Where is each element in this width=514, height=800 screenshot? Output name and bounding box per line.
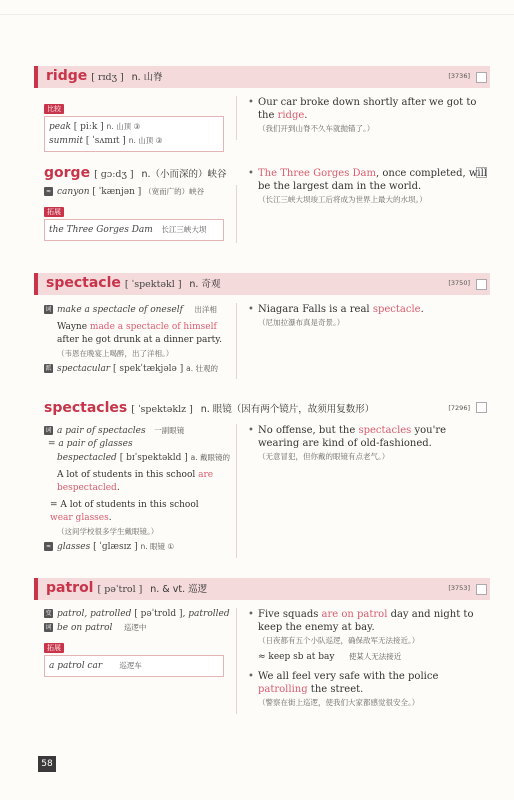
phrase-icon: 词 [45,624,52,631]
pronunciation: [ pəˈtrol ] [97,584,143,595]
entry-number: [3753] [448,584,470,592]
divider [236,608,237,714]
translation: （日夜都有五个小队巡逻，确保敌军无法接近。） [258,636,420,645]
definition: n.（小而深的）峡谷 [141,169,227,180]
usage-sentence: Wayne made a spectacle of himself [57,322,217,332]
divider [236,424,237,558]
inflection-icon: 变 [45,610,52,617]
definition: n. & vt. 巡逻 [150,584,208,595]
definition: n. 眼镜（因有两个镜片，故须用复数形） [200,404,375,415]
usage-translation: （韦恩在晚宴上喝醉，出了洋相。） [57,349,174,358]
example-sentence: • The Three Gorges Dam, once completed, will be the largest dam in the world. [248,167,490,193]
divider [236,96,237,140]
headword: spectacle [ ˈspektəkl ] n. 奇观 [46,275,221,291]
translation: （我们开到山脊不久车就抛锚了。） [258,124,375,133]
examples-column [248,608,490,715]
phrase-icon: 词 [45,427,52,434]
notes-column: ≈ canyon [ ˈkænjən ] （宽而广的）峡谷 拓展 the Three Gorges Dam 长江三峡大坝 [44,185,224,245]
divider [236,303,237,379]
derivative-icon: 派 [45,365,52,372]
notes-column [44,96,224,156]
definition: n. 山脊 [131,72,163,83]
example-sentence: • Our car broke down shortly after we got to the ridge. [248,96,490,122]
phrase-box: a patrol car 巡逻车 [44,655,224,677]
notes-column: 词 a pair of spectacles 一副眼镜 = a pair of glasses bespectacled [ bɪˈspektəkld ] a. 戴眼镜的 A lot of students in this school are bespectacled. = A lot of students in this school wear glasses. （这间学校很多学生戴眼镜。） ≈ glasses [ ˈɡlæsɪz ] n. 眼镜 ① [45,426,231,552]
entry-number: [3750] [448,279,470,287]
usage-translation: （这间学校很多学生戴眼镜。） [57,527,159,536]
headword: patrol [ pəˈtrol ] n. & vt. 巡逻 [46,580,208,596]
top-rule [0,14,514,15]
checkbox[interactable] [476,279,487,290]
pronunciation: [ ˈspektəklz ] [131,404,193,415]
headword: spectacles [ ˈspektəklz ] n. 眼镜（因有两个镜片，故须用复数形） [44,400,375,416]
phrase-box: the Three Gorges Dam 长江三峡大坝 [44,219,224,241]
pronunciation: [ ɡɔːdʒ ] [94,169,134,180]
extend-label: 拓展 [44,643,64,653]
notes-column: 变 patrol, patrolled [ pəˈtrold ], patrolled 词 be on patrol 巡逻中 拓展 a patrol car 巡逻车 [44,608,224,681]
usage-sentence: A lot of students in this school are bespectacled. [57,470,214,493]
extend-label: 拓展 [44,207,64,217]
entry-number: [3736] [448,72,470,80]
divider [236,185,237,243]
entry-header [34,273,490,295]
notes-column: 词 make a spectacle of oneself 出洋相 Wayne made a spectacle of himself after he got drunk at a dinner party. （韦恩在晚宴上喝醉，出了洋相。） 派 spectacular [ spekˈtækjələ ] a. 壮观的 [45,305,223,374]
entry-header [34,578,490,600]
entry-spectacle [34,273,490,383]
entry-header [34,398,490,418]
synonym-icon: ≈ [45,543,52,550]
phrase-icon: 词 [45,306,52,313]
examples-column [248,167,490,212]
example-sentence: • No offense, but the spectacles you're wearing are kind of old-fashioned. [248,424,490,450]
translation: （尼加拉瀑布真是奇景。） [258,318,345,327]
pronunciation: [ rɪdʒ ] [91,72,124,83]
usage-note: ≈ keep sb at bay 使某人无法接近 [258,652,402,662]
examples-column [248,424,490,469]
translation: （警察在街上巡逻，使我们大家都感觉很安全。） [258,698,420,707]
headword: gorge [ ɡɔːdʒ ] n.（小而深的）峡谷 [44,165,227,181]
related-words-box: peak [ piːk ] n. 山顶 ③ summit [ ˈsʌmɪt ] n. 山顶 ③ [44,116,224,152]
page-number: 58 [38,756,56,772]
pronunciation: [ ˈspektəkl ] [124,279,182,290]
checkbox[interactable] [476,584,487,595]
definition: n. 奇观 [189,279,221,290]
checkbox[interactable] [476,402,487,413]
entry-ridge [34,66,490,146]
example-sentence: • We all feel very safe with the police patrolling the street. [248,670,490,696]
synonym-icon: ≈ [45,188,52,195]
examples-column [248,96,490,141]
entry-number: [7296] [448,404,470,412]
entry-spectacles [34,398,490,563]
entry-patrol [34,578,490,718]
examples-column [248,303,490,335]
example-sentence: • Niagara Falls is a real spectacle. [248,303,490,316]
usage-sentence: = A lot of students in this school wear glasses. [50,500,199,523]
translation: （长江三峡大坝竣工后将成为世界上最大的水坝。） [258,195,427,204]
translation: （无意冒犯，但你戴的眼镜有点老气。） [258,452,390,461]
checkbox[interactable] [476,72,487,83]
headword: ridge [ rɪdʒ ] n. 山脊 [46,68,163,84]
example-sentence: • Five squads are on patrol day and night to keep the enemy at bay. [248,608,490,634]
entry-gorge [34,163,490,247]
entry-header [34,66,490,88]
usage-sentence: after he got drunk at a dinner party. [57,335,223,345]
compare-label: 比较 [44,104,64,114]
